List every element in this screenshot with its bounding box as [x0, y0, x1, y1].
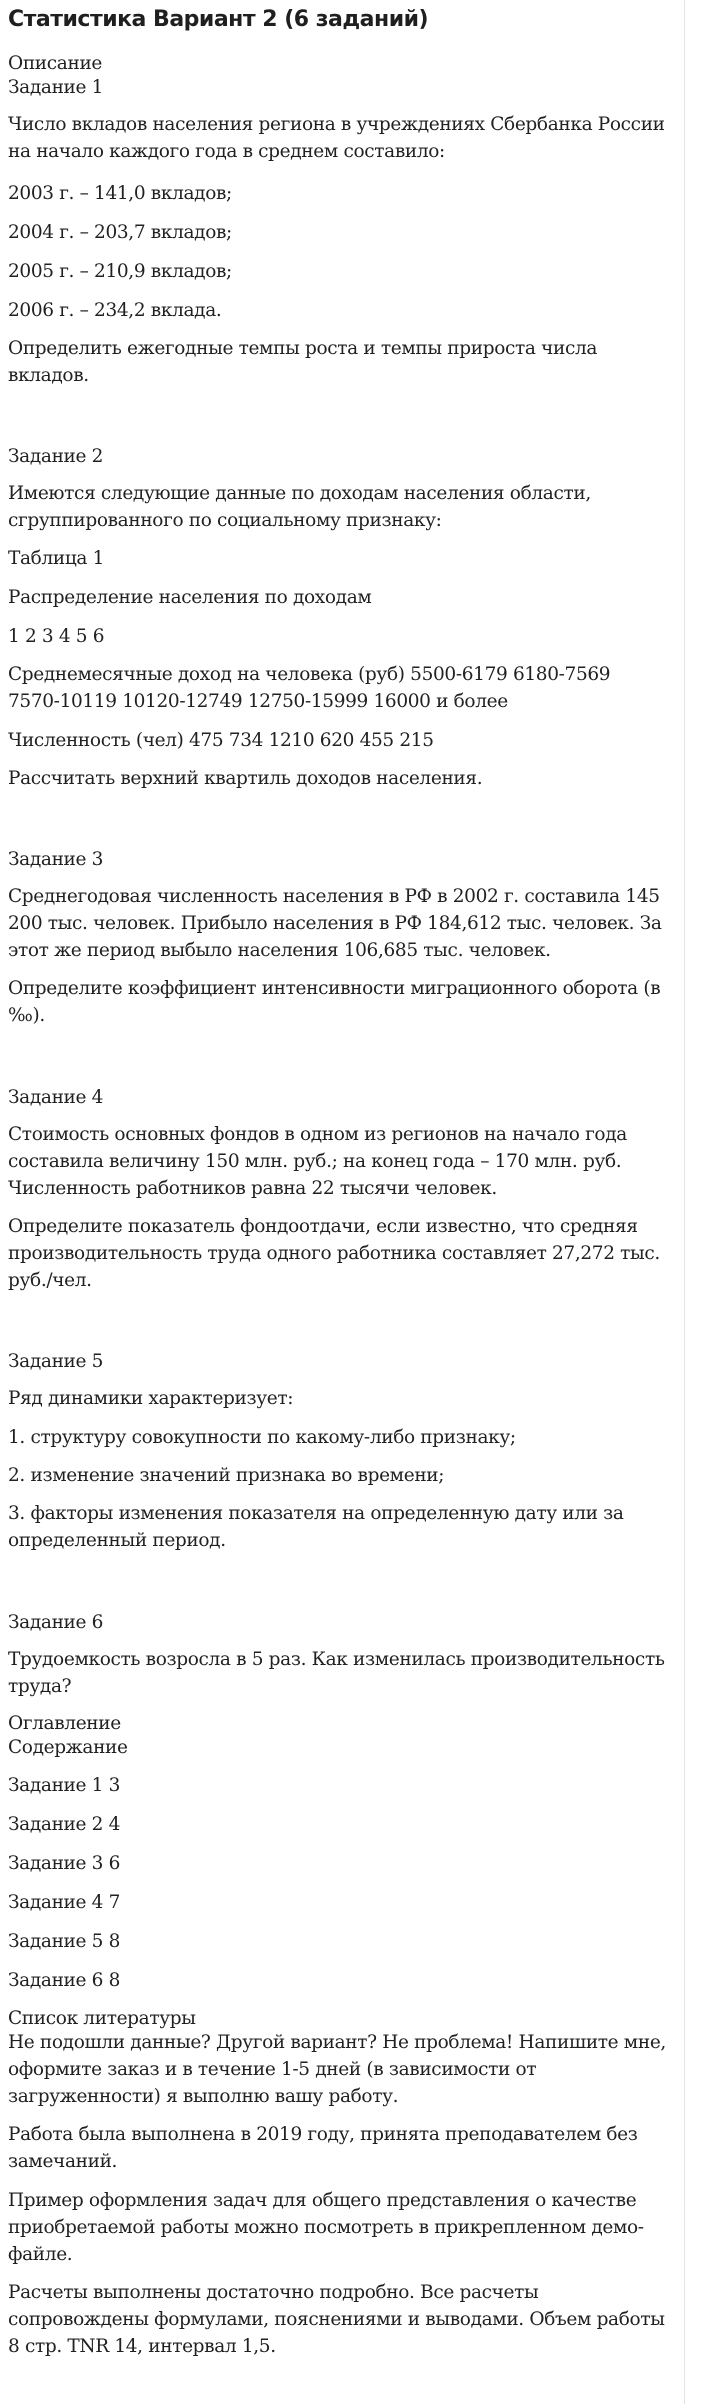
task-3-text: этот же период выбыло населения 106,685 тыс. человек.	[8, 940, 551, 961]
toc-item: Задание 2 4	[8, 1814, 121, 1835]
task-5-option-2: 2. изменение значений признака во времени;	[8, 1465, 445, 1486]
task-2-text: сгруппированного по социальному признаку:	[8, 510, 442, 531]
toc-item: Задание 6 8	[8, 1970, 121, 1991]
task-3-question: ‰).	[8, 1005, 45, 1026]
task-1-question: вкладов.	[8, 365, 89, 386]
literature-heading: Список литературы	[8, 2008, 196, 2029]
description-label: Описание	[8, 53, 103, 74]
task-3-question: Определите коэффициент интенсивности миграционного оборота (в	[8, 978, 661, 999]
task-4-text: Численность работников равна 22 тысячи человек.	[8, 1178, 497, 1199]
toc-item: Задание 5 8	[8, 1931, 121, 1952]
task-4-text: Стоимость основных фондов в одном из регионов на начало года	[8, 1124, 627, 1145]
task-1-year-2005: 2005 г. – 210,9 вкладов;	[8, 261, 232, 282]
toc-heading: Оглавление	[8, 1713, 121, 1734]
task-1-question: Определить ежегодные темпы роста и темпы прироста числа	[8, 338, 598, 359]
table-label: Таблица 1	[8, 548, 105, 569]
task-2-heading: Задание 2	[8, 446, 104, 467]
task-4-question: производительность труда одного работника составляет 27,272 тыс.	[8, 1243, 660, 1264]
toc-item: Задание 1 3	[8, 1775, 121, 1796]
task-1-year-2004: 2004 г. – 203,7 вкладов;	[8, 222, 232, 243]
toc-contents-title: Содержание	[8, 1737, 128, 1758]
task-3-heading: Задание 3	[8, 849, 104, 870]
task-6-text: Трудоемкость возросла в 5 раз. Как изменилась производительность	[8, 1649, 665, 1670]
task-5-option-1: 1. структуру совокупности по какому-либо признаку;	[8, 1427, 516, 1448]
footer-paragraph: Не подошли данные? Другой вариант? Не проблема! Напишите мне,	[8, 2032, 666, 2053]
task-1-text: на начало каждого года в среднем составило:	[8, 141, 445, 162]
task-4-heading: Задание 4	[8, 1087, 104, 1108]
task-1-year-2003: 2003 г. – 141,0 вкладов;	[8, 183, 232, 204]
task-5-intro: Ряд динамики характеризует:	[8, 1388, 294, 1409]
table-count-row: Численность (чел) 475 734 1210 620 455 215	[8, 730, 434, 751]
task-3-text: 200 тыс. человек. Прибыло населения в РФ 184,612 тыс. человек. За	[8, 913, 662, 934]
task-1-text: Число вкладов населения региона в учреждениях Сбербанка России	[8, 114, 665, 135]
task-4-text: составила величину 150 млн. руб.; на конец года – 170 млн. руб.	[8, 1151, 622, 1172]
task-2-text: Имеются следующие данные по доходам населения области,	[8, 483, 591, 504]
footer-paragraph: замечаний.	[8, 2151, 118, 2172]
task-3-text: Среднегодовая численность населения в РФ в 2002 г. составила 145	[8, 886, 660, 907]
task-4-question: руб./чел.	[8, 1270, 92, 1291]
table-columns: 1 2 3 4 5 6	[8, 626, 105, 647]
footer-paragraph: Работа была выполнена в 2019 году, принята преподавателем без	[8, 2124, 638, 2145]
footer-paragraph: приобретаемой работы можно посмотреть в прикрепленном демо-	[8, 2217, 644, 2238]
footer-paragraph: загруженности) я выполню вашу работу.	[8, 2086, 399, 2107]
footer-paragraph: оформите заказ и в течение 1-5 дней (в зависимости от	[8, 2059, 537, 2080]
footer-paragraph: 8 стр. TNR 14, интервал 1,5.	[8, 2336, 276, 2357]
footer-paragraph: Расчеты выполнены достаточно подробно. Все расчеты	[8, 2282, 539, 2303]
page-title: Статистика Вариант 2 (6 заданий)	[8, 7, 429, 32]
task-6-text: труда?	[8, 1676, 72, 1697]
task-5-heading: Задание 5	[8, 1351, 104, 1372]
task-5-option-3: определенный период.	[8, 1530, 226, 1551]
footer-paragraph: сопровождены формулами, пояснениями и выводами. Объем работы	[8, 2309, 665, 2330]
task-5-option-3: 3. факторы изменения показателя на определенную дату или за	[8, 1503, 624, 1524]
task-1-heading: Задание 1	[8, 77, 104, 98]
table-income-row: Среднемесячные доход на человека (руб) 5500-6179 6180-7569	[8, 664, 611, 685]
task-2-question: Рассчитать верхний квартиль доходов населения.	[8, 768, 483, 789]
task-4-question: Определите показатель фондоотдачи, если известно, что средняя	[8, 1216, 638, 1237]
table-income-row: 7570-10119 10120-12749 12750-15999 16000 и более	[8, 691, 508, 712]
footer-paragraph: файле.	[8, 2244, 73, 2265]
footer-paragraph: Пример оформления задач для общего представления о качестве	[8, 2190, 637, 2211]
task-1-year-2006: 2006 г. – 234,2 вклада.	[8, 300, 222, 321]
table-title: Распределение населения по доходам	[8, 587, 372, 608]
toc-item: Задание 4 7	[8, 1892, 121, 1913]
toc-item: Задание 3 6	[8, 1853, 121, 1874]
task-6-heading: Задание 6	[8, 1612, 104, 1633]
